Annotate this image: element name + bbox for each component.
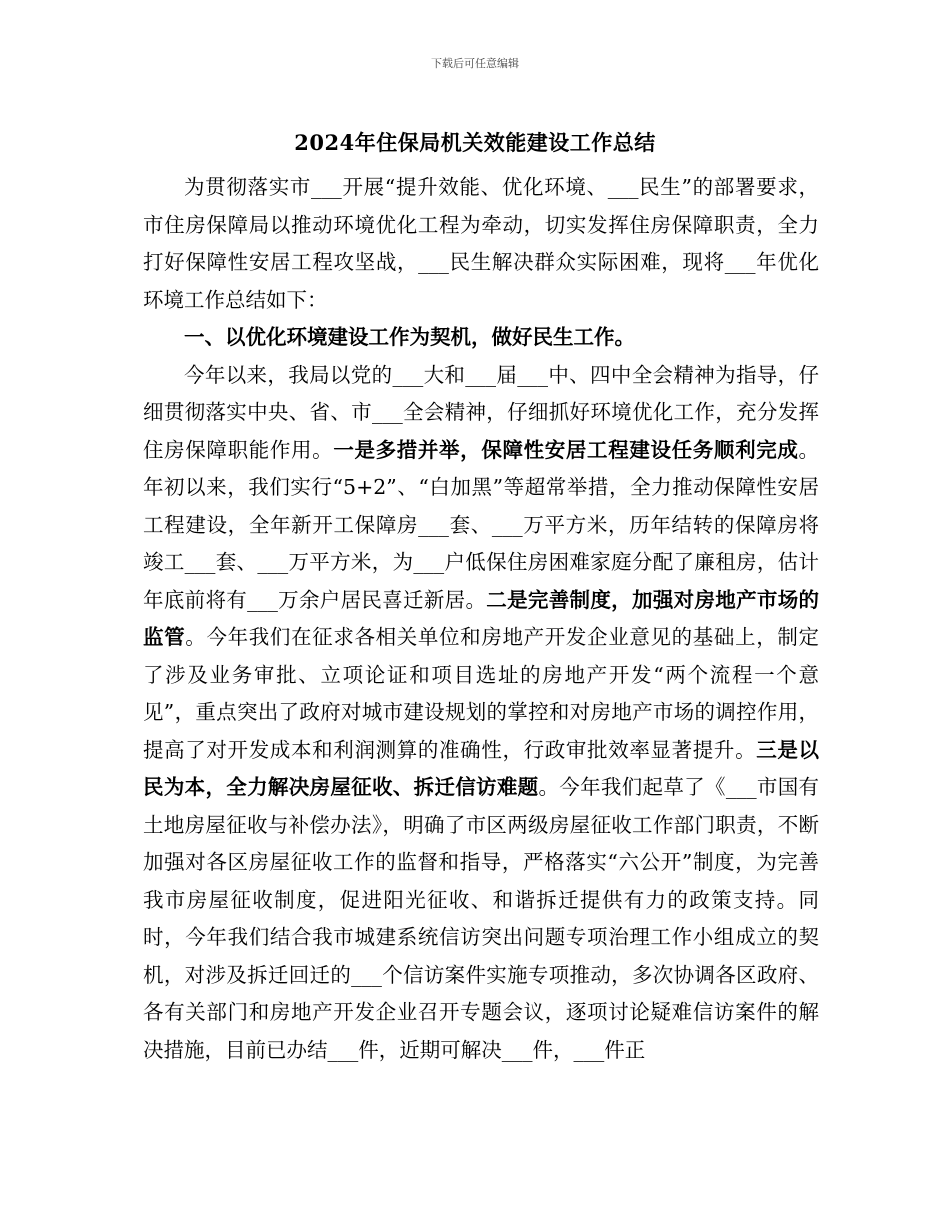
intro-paragraph: 为贯彻落实市___开展“提升效能、优化环境、___民生”的部署要求，市住房保障局以推动环境优化工程为牵动，切实发挥住房保障职责，全力打好保障性安居工程攻坚战，___民生解决群众实际困难，现将___年优化环境工作总结如下： bbox=[143, 175, 819, 312]
paragraph-text: 。今年我们在征求各相关单位和房地产开发企业意见的基础上，制定了涉及业务审批、立项论证和项目选址的房地产开发“两个流程一个意见”，重点突出了政府对城市建设规划的掌控和对房地产市场的调控作用，提高了对开发成本和利润测算的准确性，行政审批效率显著提升。 bbox=[143, 625, 820, 762]
paragraph-text: 。年初以来，我们实行“5+2”、“白加黑”等超常举措，全力推动保障性安居工程建设，全年新开工保障房___套、___万平方米，历年结转的保障房将竣工___套、___万平方米，为___户低保住房困难家庭分配了廉租房，估计年底前将有___万余户居民喜迁新居。 bbox=[143, 437, 820, 612]
header-note: 下载后可任意编辑 bbox=[431, 57, 519, 70]
document-title: 2024年住保局机关效能建设工作总结 bbox=[294, 130, 656, 155]
body-paragraph-1 bbox=[143, 357, 819, 1070]
section-heading-1: 一、以优化环境建设工作为契机，做好民生工作。 bbox=[184, 325, 635, 349]
bold-point-2: 二是完善制度，加强对房地产市场的监管 bbox=[143, 587, 820, 649]
paragraph-text: 。今年我们起草了《___市国有土地房屋征收与补偿办法》，明确了市区两级房屋征收工作部门职责，不断加强对各区房屋征收工作的监督和指导，严格落实“六公开”制度，为完善我市房屋征收制度，促进阳光征收、和谐拆迁提供有力的政策支持。同时，今年我们结合我市城建系统信访突出问题专项治理工作小组成立的契机，对涉及拆迁回迁的___个信访案件实施专项推动，多次协调各区政府、各有关部门和房地产开发企业召开专题会议，逐项讨论疑难信访案件的解决措施，目前已办结___件，近期可解决___件，___件正 bbox=[143, 775, 820, 1062]
paragraph-text: 今年以来，我局以党的___大和___届___中、四中全会精神为指导，仔细贯彻落实中央、省、市___全会精神，仔细抓好环境优化工作，充分发挥住房保障职能作用。 bbox=[143, 362, 819, 462]
document-body bbox=[143, 169, 819, 1069]
bold-point-1: 一是多措并举，保障性安居工程建设任务顺利完成 bbox=[333, 437, 799, 462]
bold-point-3: 三是以民为本，全力解决房屋征收、拆迁信访难题 bbox=[143, 737, 820, 799]
